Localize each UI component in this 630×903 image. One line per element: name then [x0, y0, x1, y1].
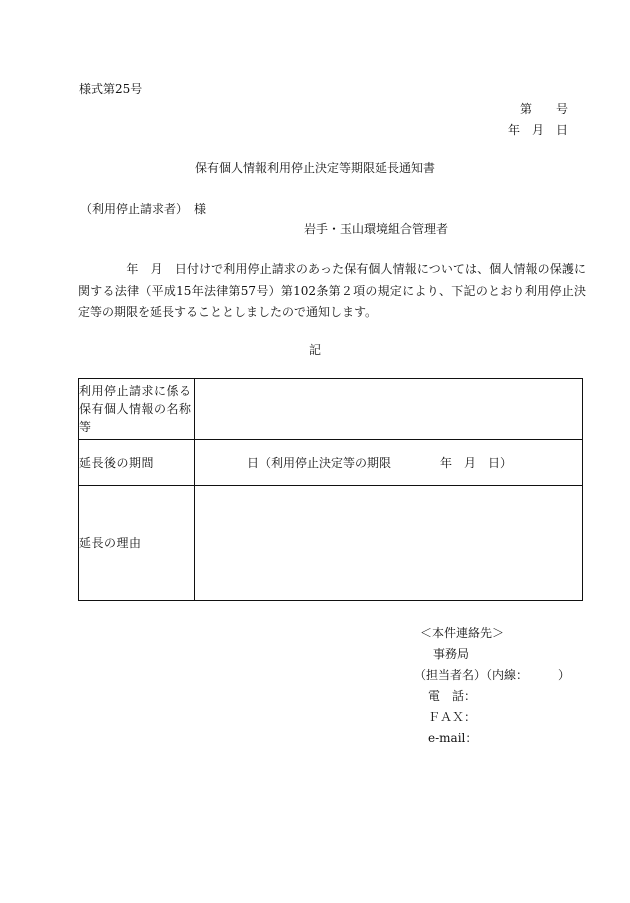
reason-label: 延長の理由: [79, 486, 195, 601]
document-date: 年 月 日: [507, 123, 568, 137]
info-name-label: 利用停止請求に係る 保有個人情報の名称 等: [79, 379, 195, 440]
contact-person: （担当者名）（内線： ）: [414, 668, 571, 682]
reason-value: [195, 486, 583, 601]
document-title: 保有個人情報利用停止決定等期限延長通知書: [194, 161, 435, 175]
extended-period-days: 日（利用停止決定等の期限: [247, 456, 392, 470]
contact-heading: ＜本件連絡先＞: [420, 626, 505, 640]
contact-email: e-mail：: [428, 731, 478, 745]
form-number: 様式第25号: [79, 82, 143, 96]
info-name-value: [195, 379, 583, 440]
extended-period-label: 延長後の期間: [79, 440, 195, 486]
contact-fax: ＦＡＸ：: [428, 710, 477, 724]
document-number: 第 号: [519, 102, 568, 116]
contact-phone: 電 話：: [428, 689, 477, 703]
extended-period-value: [195, 440, 583, 486]
ki-heading: 記: [308, 343, 321, 357]
table-row: [79, 486, 583, 601]
table-row: [79, 379, 583, 440]
sender: 岩手・玉山環境組合管理者: [303, 222, 448, 236]
contact-office: 事務局: [433, 647, 470, 661]
extended-period-deadline: 年 月 日）: [440, 456, 513, 470]
table-row: [79, 440, 583, 486]
detail-table: [78, 378, 583, 601]
addressee: （利用停止請求者） 様: [80, 202, 207, 216]
body-paragraph: 年 月 日付けで利用停止請求のあった保有個人情報については、個人情報の保護に関する法律（平成15年法律第57号）第102条第２項の規定により、下記のとおり利用停止決定等の期限を延長することとしましたので通知します。: [78, 262, 586, 319]
